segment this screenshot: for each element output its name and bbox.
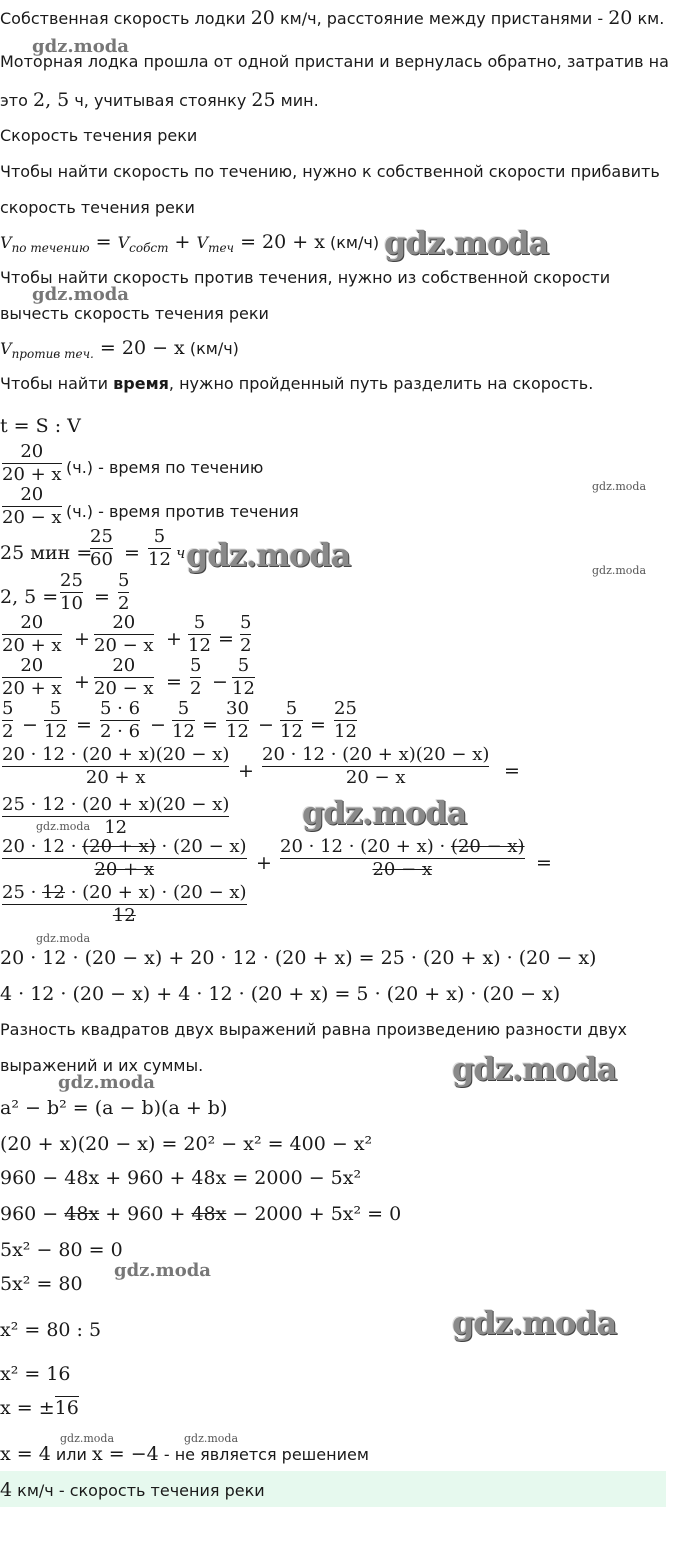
eq2-frac-1: 20 20 + x: [2, 655, 62, 699]
min-conv-lhs: 25 мин =: [0, 542, 93, 564]
line-a: 20 · 12 · (20 − x) + 20 · 12 · (20 + x) = 25 · (20 + x) · (20 − x): [0, 947, 597, 969]
eq5-frac-3: 25 · 12 · (20 + x) · (20 − x) 12: [2, 882, 247, 926]
watermark: gdz.moda: [302, 794, 467, 832]
eq3-eq-2: =: [202, 714, 218, 736]
min-conv-unit: ч: [176, 544, 186, 562]
t-up-label: (ч.) - время против течения: [66, 502, 299, 521]
watermark: gdz.moda: [452, 1050, 617, 1088]
watermark: gdz.moda: [592, 564, 647, 577]
eq4-plus: +: [238, 760, 254, 782]
watermark: gdz.moda: [114, 1260, 211, 1281]
upstream-rule-1: Чтобы найти скорость против течения, нужно из собственной скорости: [0, 268, 611, 287]
eq4-frac-2: 20 · 12 · (20 + x)(20 − x) 20 − x: [262, 744, 490, 788]
eq5-frac-2: 20 · 12 · (20 + x) · (20 − x) 20 − x: [280, 836, 525, 880]
eq3-frac-7: 25 12: [334, 698, 357, 742]
alg-line-5: 5x² − 80 = 0: [0, 1239, 123, 1261]
t-up-fraction: 20 20 − x: [2, 484, 62, 528]
h-conv-eq: =: [94, 586, 110, 608]
eq3-eq-3: =: [310, 714, 326, 736]
h-conv-lhs: 2, 5 =: [0, 586, 59, 608]
eq4-frac-3: 25 · 12 · (20 + x)(20 − x) 12: [2, 794, 230, 838]
eq1-eq: =: [218, 628, 234, 650]
formula-t: t = S : V: [0, 415, 81, 437]
eq3-frac-3: 5 · 6 2 · 6: [100, 698, 141, 742]
eq3-frac-1: 5 2: [2, 698, 14, 742]
watermark: gdz.moda: [32, 284, 129, 305]
eq1-frac-4: 5 2: [240, 612, 252, 656]
watermark: gdz.moda: [452, 1304, 617, 1342]
watermark: gdz.moda: [186, 536, 351, 574]
diff-rule-1: Разность квадратов двух выражений равна произведению разности двух: [0, 1020, 627, 1039]
alg-line-4: 960 − 48x + 960 + 48x − 2000 + 5x² = 0: [0, 1203, 402, 1225]
h-conv-frac-2: 5 2: [118, 570, 130, 614]
eq1-plus-1: +: [74, 628, 90, 650]
eq3-frac-2: 5 12: [44, 698, 67, 742]
eq3-frac-4: 5 12: [172, 698, 195, 742]
eq2-frac-3: 5 2: [190, 655, 202, 699]
t-down-fraction: 20 20 + x: [2, 441, 62, 485]
intro-line-2: Моторная лодка прошла от одной пристани и вернулась обратно, затратив на: [0, 52, 669, 71]
alg-line-7: x² = 80 : 5: [0, 1319, 102, 1341]
min-conv-frac-1: 25 60: [90, 526, 113, 570]
upstream-rule-2: вычесть скорость течения реки: [0, 304, 269, 323]
roots-line: x = 4 или x = −4 - не является решением: [0, 1443, 369, 1465]
downstream-formula: $V_{по течению} = V_{собст} + V_{теч} = 20 + x$ (км/ч): [0, 231, 380, 255]
eq3-minus-2: −: [150, 714, 166, 736]
watermark: gdz.moda: [592, 480, 647, 493]
intro-line-3: это 2, 5 ч, учитывая стоянку 25 мин.: [0, 89, 319, 111]
eq3-eq-1: =: [76, 714, 92, 736]
line-b: 4 · 12 · (20 − x) + 4 · 12 · (20 + x) = 5 · (20 + x) · (20 − x): [0, 983, 561, 1005]
upstream-formula: $V_{против теч.} = 20 - x$ (км/ч): [0, 337, 239, 361]
alg-line-9: x = ±16: [0, 1397, 79, 1419]
eq5-plus: +: [256, 852, 272, 874]
downstream-rule-2: скорость течения реки: [0, 198, 195, 217]
intro-line-1: Собственная скорость лодки 20 км/ч, расстояние между пристанями - 20 км.: [0, 7, 665, 29]
eq2-frac-2: 20 20 − x: [94, 655, 154, 699]
alg-line-3: 960 − 48x + 960 + 48x = 2000 − 5x²: [0, 1167, 362, 1189]
eq2-minus: −: [212, 671, 228, 693]
eq3-frac-5: 30 12: [226, 698, 249, 742]
eq4-eq: =: [504, 760, 520, 782]
downstream-rule-1: Чтобы найти скорость по течению, нужно к собственной скорости прибавить: [0, 162, 660, 181]
min-conv-frac-2: 5 12: [148, 526, 171, 570]
eq2-frac-4: 5 12: [232, 655, 255, 699]
eq1-frac-3: 5 12: [188, 612, 211, 656]
watermark: gdz.moda: [60, 1432, 115, 1445]
watermark: gdz.moda: [32, 36, 129, 57]
answer: 4 км/ч - скорость течения реки: [0, 1479, 265, 1501]
eq2-eq: =: [166, 671, 182, 693]
watermark: gdz.moda: [384, 224, 549, 262]
eq4-frac-1: 20 · 12 · (20 + x)(20 − x) 20 + x: [2, 744, 230, 788]
watermark: gdz.moda: [36, 820, 91, 833]
eq2-plus: +: [74, 671, 90, 693]
min-conv-eq: =: [124, 542, 140, 564]
eq3-frac-6: 5 12: [280, 698, 303, 742]
alg-line-1: a² − b² = (a − b)(a + b): [0, 1097, 228, 1119]
diff-rule-2: выражений и их суммы.: [0, 1056, 204, 1075]
eq1-frac-2: 20 20 − x: [94, 612, 154, 656]
alg-line-8: x² = 16: [0, 1363, 71, 1385]
x-label: Скорость течения реки: [0, 126, 198, 145]
t-down-label: (ч.) - время по течению: [66, 458, 264, 477]
eq5-eq: =: [536, 852, 552, 874]
time-rule: Чтобы найти время, нужно пройденный путь разделить на скорость.: [0, 374, 594, 393]
eq3-minus-1: −: [22, 714, 38, 736]
watermark: gdz.moda: [36, 932, 91, 945]
eq3-minus-3: −: [258, 714, 274, 736]
eq1-plus-2: +: [166, 628, 182, 650]
watermark: gdz.moda: [184, 1432, 239, 1445]
h-conv-frac-1: 25 10: [60, 570, 83, 614]
alg-line-2: (20 + x)(20 − x) = 20² − x² = 400 − x²: [0, 1133, 373, 1155]
eq5-frac-1: 20 · 12 · (20 + x) · (20 − x) 20 + x: [2, 836, 247, 880]
alg-line-6: 5x² = 80: [0, 1273, 83, 1295]
watermark: gdz.moda: [58, 1072, 155, 1093]
eq1-frac-1: 20 20 + x: [2, 612, 62, 656]
